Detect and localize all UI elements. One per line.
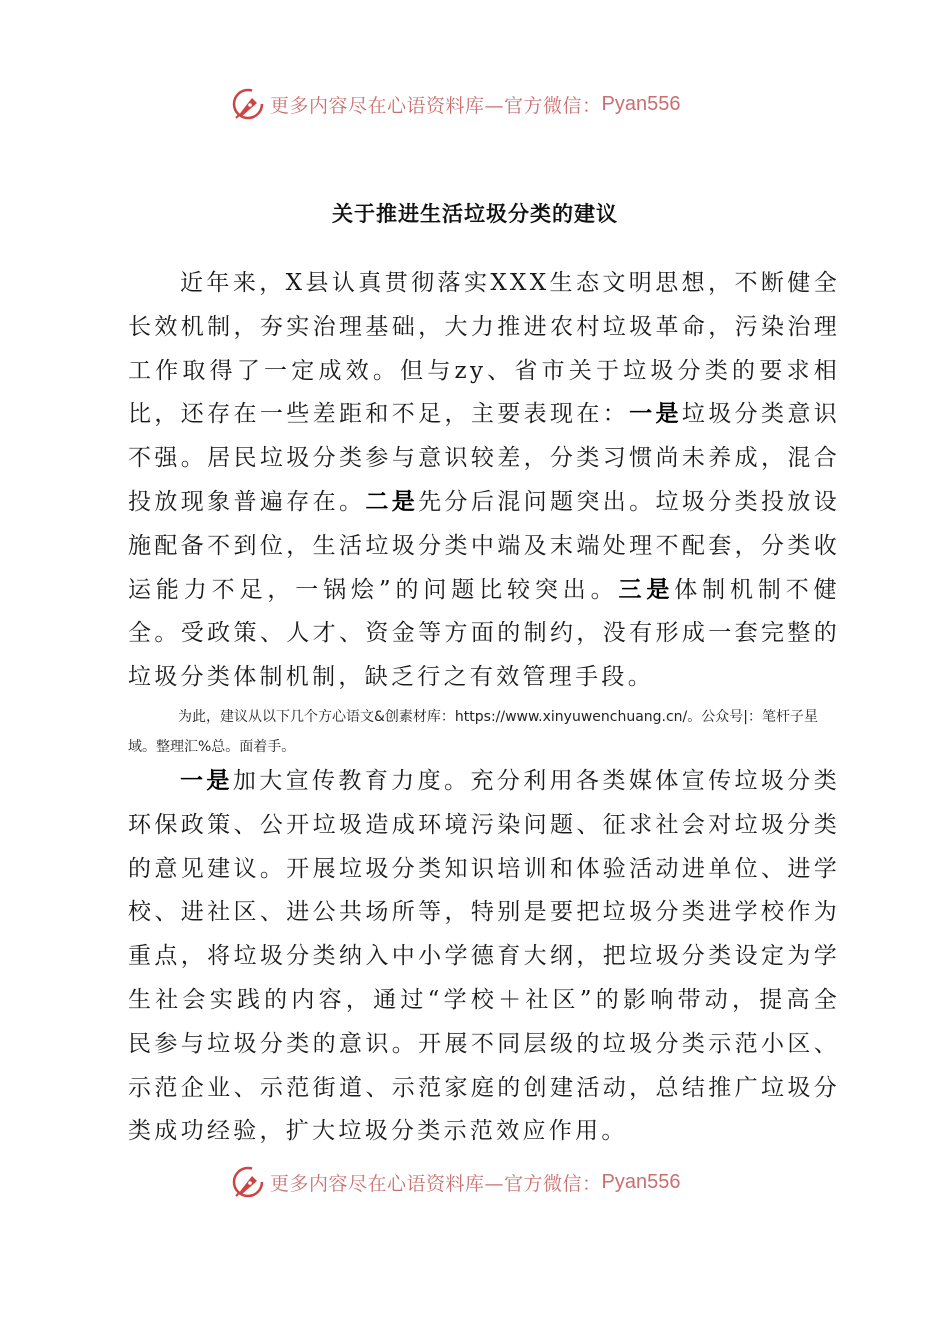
banner-text: 更多内容尽在心语资料库—官方微信： bbox=[270, 94, 602, 117]
intro-bold-2: 二是 bbox=[365, 488, 419, 515]
footer-banner bbox=[230, 1162, 750, 1202]
intro-text-1: 近年来，X县认真贯彻落实XXX生态文明思想，不断健全长效机制，夯实治理基础，大力推进农村垃圾革命，污染治理工作取得了一定成效。但与zy、省市关于垃圾分类的要求相比，还存在一些差距和不足，主要表现在： bbox=[128, 270, 840, 428]
point-one-text: 加大宣传教育力度。充分利用各类媒体宣传垃圾分类环保政策、公开垃圾造成环境污染问题、征求社会对垃圾分类的意见建议。开展垃圾分类知识培训和体验活动进单位、进学校、进社区、进公共场所等，特别是要把垃圾分类进学校作为重点，将垃圾分类纳入中小学德育大纲，把垃圾分类设定为学生社会实践的内容，通过“学校＋社区”的影响带动，提高全民参与垃圾分类的意识。开展不同层级的垃圾分类示范小区、示范企业、示范街道、示范家庭的创建活动，总结推广垃圾分类成功经验，扩大垃圾分类示范效应作用。 bbox=[128, 768, 840, 1145]
pen-nib-logo-icon bbox=[230, 1164, 266, 1200]
point-one-paragraph bbox=[128, 760, 840, 1154]
banner-text: 更多内容尽在心语资料库—官方微信： bbox=[270, 1172, 602, 1195]
document-title: 关于推进生活垃圾分类的建议 bbox=[332, 202, 618, 226]
intro-text-2: 垃圾分类意识不强。居民垃圾分类参与意识较差，分类习惯尚未养成，混合投放现象普遍存在。 bbox=[128, 401, 840, 515]
watermark-note: 为此，建议从以下几个方心语文&创素材库：https://www.xinyuwenchuang.cn/。公众号|：笔杆子星域。整理汇%总。面着手。 bbox=[128, 709, 818, 755]
banner-wechat-id: Pyan556 bbox=[601, 1170, 681, 1193]
intro-bold-1: 一是 bbox=[629, 401, 682, 428]
header-banner bbox=[230, 84, 750, 124]
intro-text-4: 体制机制不健全。受政策、人才、资金等方面的制约，没有形成一套完整的垃圾分类体制机制，缺乏行之有效管理手段。 bbox=[128, 576, 840, 691]
intro-text-3: 先分后混问题突出。垃圾分类投放设施配备不到位，生活垃圾分类中端及末端处理不配套，分类收运能力不足，一锅烩”的问题比较突出。 bbox=[128, 488, 840, 603]
banner-wechat-id: Pyan556 bbox=[601, 92, 681, 115]
pen-nib-logo-icon bbox=[230, 86, 266, 122]
point-one-label: 一是 bbox=[180, 768, 233, 794]
intro-paragraph bbox=[128, 262, 840, 700]
intro-bold-3: 三是 bbox=[618, 576, 675, 603]
